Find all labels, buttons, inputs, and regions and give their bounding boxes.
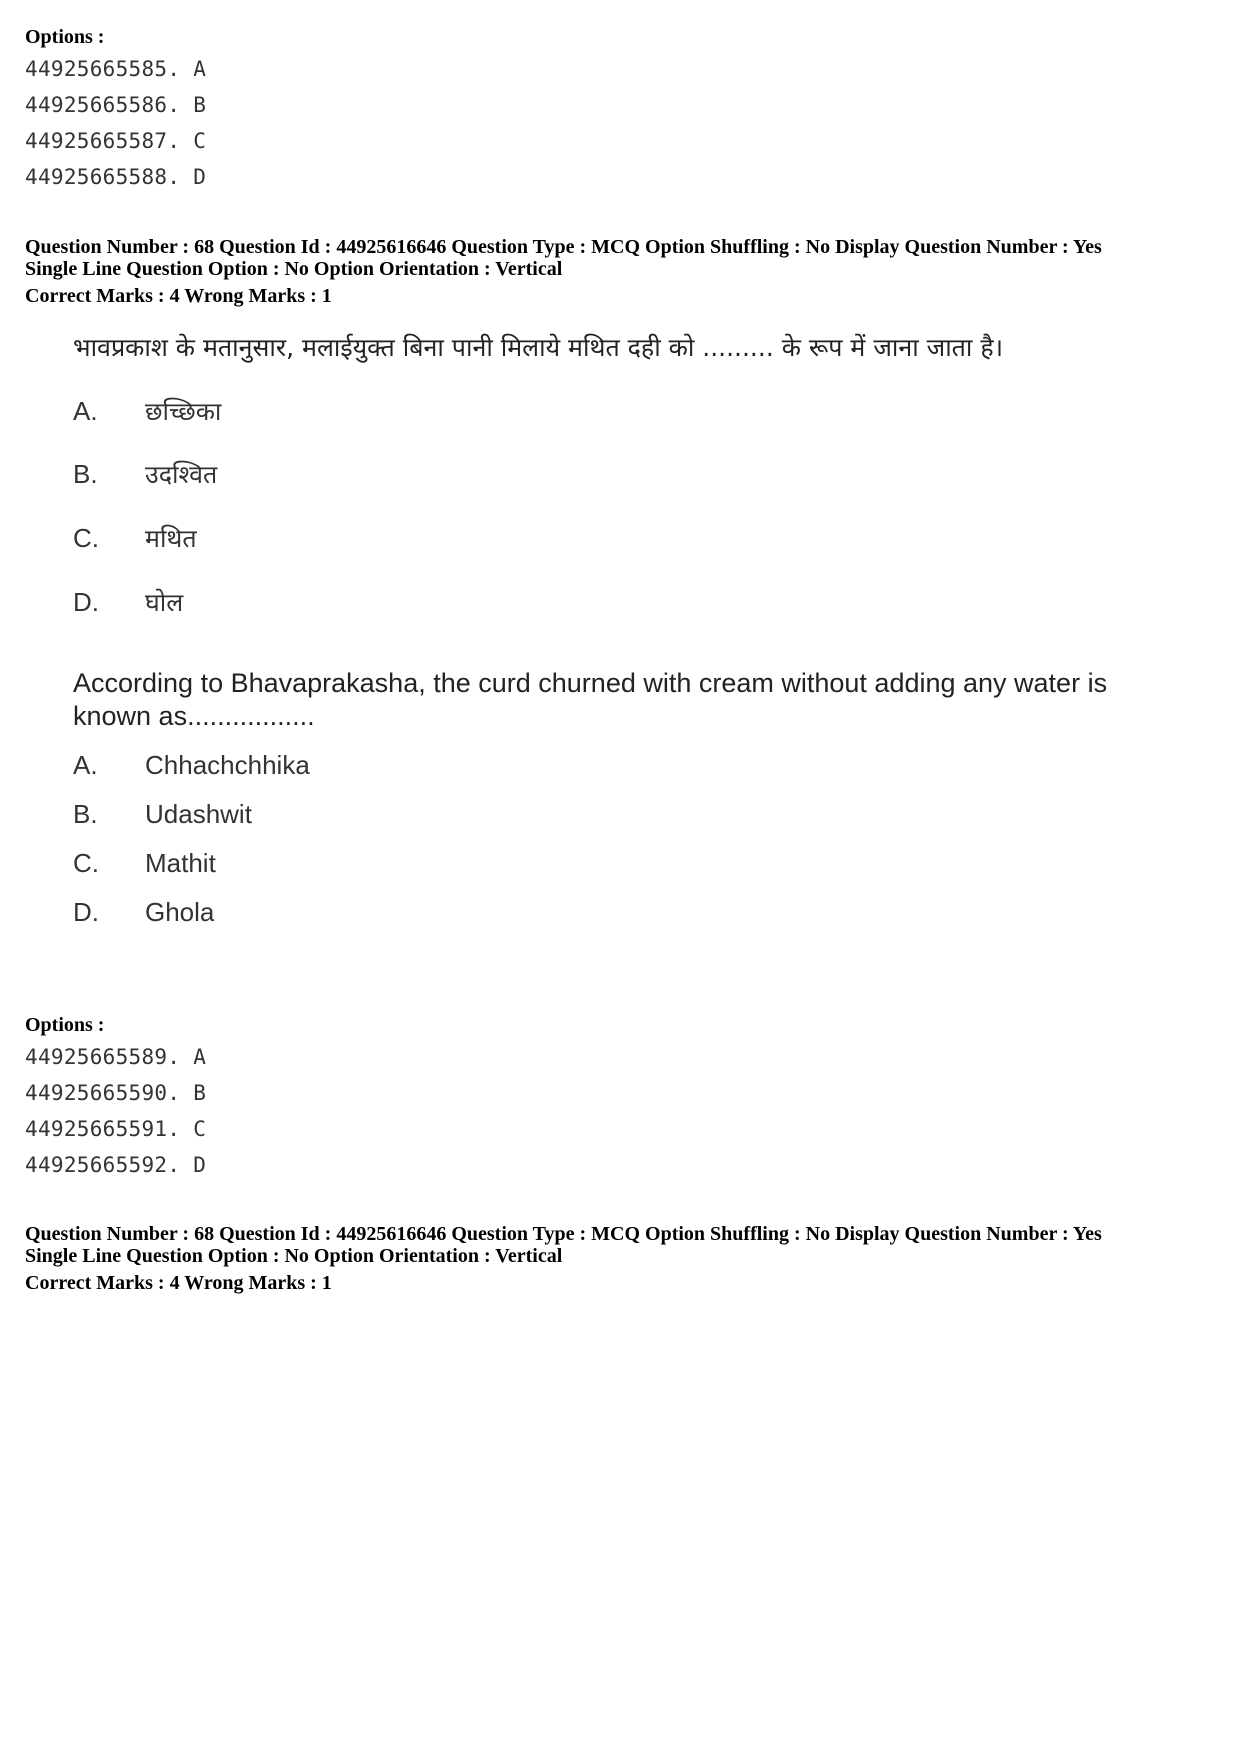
choice-text: उदश्वित xyxy=(145,460,218,489)
question-meta-line-2: Single Line Question Option : No Option Orientation : Vertical xyxy=(25,1245,563,1267)
choice-letter: B. xyxy=(73,459,98,489)
question-text-english xyxy=(73,667,1107,733)
question-text-line-2: known as................. xyxy=(73,701,315,731)
question-meta xyxy=(25,236,1102,280)
options-list xyxy=(25,1039,206,1183)
choice-letter: C. xyxy=(73,523,99,553)
option-id: 44925665585. A xyxy=(25,57,207,81)
question-meta xyxy=(25,1223,1102,1267)
english-choice xyxy=(73,897,214,928)
choice-letter: C. xyxy=(73,848,99,878)
choice-letter: A. xyxy=(73,750,98,780)
option-id: 44925665589. A xyxy=(25,1045,207,1069)
choice-text: घोल xyxy=(145,588,184,617)
hindi-choice xyxy=(73,394,221,428)
choice-text: Udashwit xyxy=(145,799,252,829)
option-id: 44925665590. B xyxy=(25,1081,207,1105)
english-choice xyxy=(73,799,252,830)
english-choice xyxy=(73,750,310,781)
options-label: Options : xyxy=(25,1014,105,1036)
choice-letter: D. xyxy=(73,897,99,927)
option-id: 44925665588. D xyxy=(25,165,207,189)
options-list xyxy=(25,51,206,195)
choice-text: Chhachchhika xyxy=(145,750,310,780)
option-id: 44925665586. B xyxy=(25,93,207,117)
question-text-line-1: According to Bhavaprakasha, the curd churned with cream without adding any water is xyxy=(73,668,1108,698)
option-id: 44925665587. C xyxy=(25,129,207,153)
choice-letter: A. xyxy=(73,396,98,426)
question-text-hindi: भावप्रकाश के मतानुसार, मलाईयुक्त बिना पानी मिलाये मथित दही को ......... के रूप में जाना जाता है। xyxy=(73,333,1004,362)
english-choice xyxy=(73,848,216,879)
choice-text: छच्छिका xyxy=(145,397,222,426)
choice-text: मथित xyxy=(145,524,197,553)
question-marks: Correct Marks : 4 Wrong Marks : 1 xyxy=(25,285,332,307)
hindi-choice xyxy=(73,585,183,619)
options-label: Options : xyxy=(25,26,105,48)
choice-text: Mathit xyxy=(145,848,216,878)
question-meta-line-1: Question Number : 68 Question Id : 44925616646 Question Type : MCQ Option Shuffling : No Display Question Number : Yes xyxy=(25,236,1102,258)
option-id: 44925665592. D xyxy=(25,1153,207,1177)
hindi-choice xyxy=(73,457,217,491)
question-marks: Correct Marks : 4 Wrong Marks : 1 xyxy=(25,1272,332,1294)
choice-letter: D. xyxy=(73,587,99,617)
question-meta-line-2: Single Line Question Option : No Option Orientation : Vertical xyxy=(25,258,563,280)
hindi-choice xyxy=(73,521,197,555)
option-id: 44925665591. C xyxy=(25,1117,207,1141)
choice-text: Ghola xyxy=(145,897,215,927)
choice-letter: B. xyxy=(73,799,98,829)
question-meta-line-1: Question Number : 68 Question Id : 44925616646 Question Type : MCQ Option Shuffling : No Display Question Number : Yes xyxy=(25,1223,1102,1245)
